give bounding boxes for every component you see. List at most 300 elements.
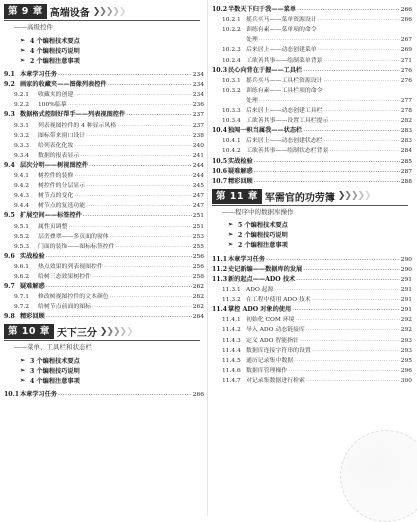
entry-number: 9.3.3 <box>14 142 29 149</box>
highlight-text: 5 个编程技术要点 <box>238 222 288 230</box>
entry-title: 后来居上——动态创建菜单 <box>246 47 317 54</box>
entry-number: 9.7.1 <box>14 294 29 301</box>
entry-number: 9.2.2 <box>14 102 29 109</box>
dot-leader <box>104 264 192 270</box>
toc-entry[interactable] <box>4 179 204 189</box>
toc-entry[interactable] <box>212 293 412 303</box>
entry-number: 10.3.3 <box>222 108 241 115</box>
dot-leader <box>86 133 192 139</box>
toc-entry[interactable] <box>4 88 204 98</box>
entry-number: 10.3.4 <box>222 118 241 125</box>
entry-page: 290 <box>400 256 412 263</box>
toc-entry[interactable] <box>212 64 412 74</box>
dot-leader <box>324 58 400 64</box>
chevrons-icon: ❯❯❯❯❯ <box>92 6 126 17</box>
toc-entry[interactable] <box>212 333 412 343</box>
entry-title: 给列表化化妆 <box>38 142 74 149</box>
chapter-rule <box>212 205 408 206</box>
chapter-highlights <box>4 355 204 385</box>
entry-number: 9.4.2 <box>14 183 29 190</box>
arrow-bullet-icon: ➢ <box>20 376 26 384</box>
entry-number: 9.3.1 <box>14 122 29 129</box>
entry-number: 9.8 <box>4 313 15 321</box>
entry-title: 后来居上——动态创建状态栏 <box>246 138 323 145</box>
toc-entry[interactable] <box>4 199 204 209</box>
entry-number: 9.5 <box>4 212 15 220</box>
entry-number: 10.6 <box>212 167 228 175</box>
entry-number: 9.3.2 <box>14 132 29 139</box>
dot-leader <box>296 277 400 283</box>
entry-number: 9.2.1 <box>14 92 29 99</box>
dot-leader <box>126 112 192 118</box>
entry-title: 实战检验 <box>20 252 45 260</box>
entry-number: 9.3 <box>4 111 15 119</box>
entry-number: 11.4.5 <box>222 357 241 364</box>
entry-title: 对记录集数据进行检索 <box>246 377 305 384</box>
entry-title: 摇兵买马——工具栏资源设计 <box>246 77 323 84</box>
arrow-bullet-icon: ➢ <box>228 231 234 239</box>
entry-title: 民心向背在于握——工具栏 <box>228 66 303 74</box>
watermark-seal <box>340 430 417 522</box>
dot-leader <box>46 314 192 320</box>
highlight-item <box>4 55 204 65</box>
entry-number: 11.3.2 <box>222 297 241 304</box>
highlight-text: 3 个编程技巧说明 <box>30 367 80 375</box>
dot-leader <box>92 304 192 310</box>
entry-title: 疑难解惑 <box>20 283 45 291</box>
entry-page: 269 <box>400 47 412 54</box>
toc-entry[interactable] <box>4 270 204 280</box>
highlight-text: 2 个编程注意事项 <box>238 242 288 250</box>
entry-title: 属性页调整 <box>38 223 68 230</box>
chapter-heading <box>212 189 412 204</box>
entry-title: 掌控 ADO 对象的使用 <box>228 306 292 314</box>
entry-number: 10.2.4 <box>222 57 241 64</box>
dot-leader <box>259 98 400 104</box>
entry-page: 234 <box>192 82 204 89</box>
dot-leader <box>303 68 400 74</box>
highlight-text: 4 个编程技术要点 <box>30 37 80 45</box>
entry-number: 10.3.2 <box>222 87 241 94</box>
entry-page: 277 <box>400 97 412 104</box>
entry-number: 10.3.1 <box>222 77 241 84</box>
toc-entry[interactable] <box>212 253 412 263</box>
chapter-highlights <box>4 35 204 65</box>
entry-number: 10.4.2 <box>222 148 241 155</box>
entry-number: 9.5.3 <box>14 243 29 250</box>
right-column <box>212 0 412 387</box>
entry-number: 9.1 <box>4 71 15 79</box>
toc-entry[interactable] <box>212 104 412 114</box>
entry-page: 253 <box>192 233 204 240</box>
chapter-title: 高端设备 <box>49 8 90 19</box>
entry-title: 精彩回顾 <box>20 313 45 321</box>
dot-leader <box>80 153 192 159</box>
dot-leader <box>46 284 192 290</box>
dot-leader <box>110 294 192 300</box>
entry-number: 10.2 <box>212 6 228 14</box>
chapter-11 <box>212 189 412 384</box>
toc-entry[interactable] <box>4 169 204 179</box>
chapter-rule <box>4 340 200 341</box>
entry-title: 精彩回顾 <box>228 177 253 185</box>
entry-number: 9.6.2 <box>14 273 29 280</box>
entry-title: 通历记录集中数据 <box>246 357 294 364</box>
entry-page: 267 <box>400 37 412 44</box>
chapter-10-continued <box>212 3 412 185</box>
entry-page: 245 <box>192 183 204 190</box>
chapter-heading <box>4 324 204 339</box>
dot-leader <box>58 72 192 78</box>
dot-leader <box>292 307 400 313</box>
entry-number: 9.4.3 <box>14 193 29 200</box>
arrow-bullet-icon: ➢ <box>20 356 26 364</box>
toc-entry[interactable] <box>212 134 412 144</box>
entry-number: 11.4.4 <box>222 347 241 354</box>
entry-number: 10.4.1 <box>222 138 241 145</box>
entry-title: 层峦叠翠——多页面的窗体 <box>38 233 109 240</box>
entry-title: 训练有素——工具栏项的命令 <box>246 87 323 94</box>
toc-entry[interactable] <box>212 344 412 354</box>
toc-entry[interactable] <box>212 354 412 364</box>
toc-entry[interactable] <box>212 53 412 63</box>
toc-entry[interactable] <box>4 129 204 139</box>
entry-page: 238 <box>192 132 204 139</box>
dot-leader <box>68 102 192 108</box>
entry-number: 10.5 <box>212 157 228 165</box>
toc-entry[interactable] <box>4 219 204 229</box>
toc-entry[interactable] <box>212 3 412 13</box>
entry-page: 284 <box>400 148 412 155</box>
entry-number: 10.3 <box>212 66 228 74</box>
toc-entry[interactable] <box>4 280 204 290</box>
entry-page: 276 <box>400 77 412 84</box>
toc-entry[interactable] <box>4 189 204 199</box>
entry-title: 数据库连接字符串的设置 <box>246 347 311 354</box>
dot-leader <box>108 82 192 88</box>
entry-title: 工欲善其事——绘制菜单背景 <box>246 57 323 64</box>
chapter-rule <box>4 20 200 21</box>
entry-number: 11.4.2 <box>222 327 241 334</box>
entry-number: 9.7.2 <box>14 304 29 311</box>
entry-page: 285 <box>400 158 412 165</box>
entry-title: 树控件的装修 <box>38 173 74 180</box>
entry-page: 256 <box>192 263 204 270</box>
toc-entry[interactable] <box>212 23 412 33</box>
chevrons-icon: ❯❯❯❯❯ <box>99 326 133 337</box>
toc-entry[interactable] <box>212 175 412 185</box>
entry-page: 292 <box>400 317 412 324</box>
entry-page: 292 <box>400 327 412 334</box>
entry-page: 237 <box>192 122 204 129</box>
dot-leader <box>74 173 191 179</box>
dot-leader <box>254 179 400 185</box>
entry-page: 247 <box>192 193 204 200</box>
dot-leader <box>324 78 400 84</box>
entry-title: 数据的报表显示 <box>38 152 80 159</box>
entry-page: 282 <box>400 118 412 125</box>
entry-number: 9.4 <box>4 161 15 169</box>
dot-leader <box>74 193 191 199</box>
toc-entry[interactable] <box>4 108 204 118</box>
entry-number: 11.3 <box>212 275 228 283</box>
toc-entry[interactable] <box>212 74 412 84</box>
toc-entry[interactable] <box>4 118 204 128</box>
entry-number: 11.4.6 <box>222 367 241 374</box>
entry-page: 271 <box>400 57 412 64</box>
entry-title: 树控件的分层显示 <box>38 183 86 190</box>
entry-page: 251 <box>192 213 204 220</box>
toc-entry[interactable] <box>212 313 412 323</box>
entry-title: 处理 <box>246 97 258 104</box>
dot-leader <box>324 138 400 144</box>
toc-entry[interactable] <box>212 364 412 374</box>
entry-title: 热点效果的列表视图控件 <box>38 263 103 270</box>
toc-entry[interactable] <box>4 159 204 169</box>
arrow-bullet-icon: ➢ <box>228 241 234 249</box>
highlight-text: 3 个编程技术要点 <box>30 357 80 365</box>
entry-page: 283 <box>400 138 412 145</box>
entry-title: 摇兵买马——菜单资源设计 <box>246 17 317 24</box>
dot-leader <box>306 327 400 333</box>
entry-title: 实战检验 <box>228 157 253 165</box>
entry-number: 11.4 <box>212 306 228 314</box>
dot-leader <box>116 244 192 250</box>
arrow-bullet-icon: ➢ <box>20 56 26 64</box>
entry-title: ADO 起源 <box>246 287 274 294</box>
entry-page: 296 <box>400 367 412 374</box>
toc-entry[interactable] <box>4 240 204 250</box>
entry-title: 收藏夹的创建 <box>38 92 74 99</box>
entry-title: 半数天下归于我——菜单 <box>228 6 297 14</box>
highlight-text: 2 个编程注意事项 <box>30 57 80 65</box>
toc-entry[interactable] <box>212 374 412 384</box>
dot-leader <box>294 358 400 364</box>
entry-title: 扩展空间——标签控件 <box>20 212 82 220</box>
toc-list <box>4 388 204 398</box>
entry-number: 11.2 <box>212 265 228 273</box>
dot-leader <box>329 118 399 124</box>
dot-leader <box>254 169 400 175</box>
entry-page: 295 <box>400 357 412 364</box>
toc-entry[interactable] <box>212 43 412 53</box>
dot-leader <box>296 317 400 323</box>
entry-number: 9.6.1 <box>14 263 29 270</box>
entry-page: 237 <box>192 112 204 119</box>
entry-number: 11.1 <box>212 255 228 263</box>
toc-list <box>4 68 204 320</box>
toc-entry[interactable] <box>212 263 412 273</box>
entry-page: 262 <box>192 284 204 291</box>
dot-leader <box>89 163 192 169</box>
entry-title: 疑难解惑 <box>228 167 253 175</box>
entry-number: 10.4 <box>212 127 228 135</box>
highlight-item <box>4 45 204 55</box>
toc-entry[interactable] <box>212 114 412 124</box>
entry-page: 255 <box>192 243 204 250</box>
chapter-badge: 第 10 章 <box>4 324 54 339</box>
dot-leader <box>83 213 192 219</box>
entry-title: 独闯一帜当属我——状态栏 <box>228 127 303 135</box>
dot-leader <box>86 203 192 209</box>
entry-page: 278 <box>400 108 412 115</box>
column-divider <box>207 0 208 516</box>
toc-entry[interactable] <box>212 144 412 154</box>
toc-entry[interactable] <box>212 165 412 175</box>
toc-entry[interactable] <box>212 273 412 283</box>
entry-number: 10.1 <box>4 391 20 399</box>
toc-entry[interactable] <box>212 94 412 104</box>
toc-entry[interactable] <box>212 124 412 134</box>
toc-entry[interactable] <box>4 230 204 240</box>
entry-title: 层次分明——树视图控件 <box>20 161 89 169</box>
entry-number: 9.6 <box>4 252 15 260</box>
toc-entry[interactable] <box>4 388 204 398</box>
entry-title: 树节点的变化 <box>38 193 74 200</box>
entry-page: 244 <box>192 173 204 180</box>
entry-title: 工欲善其事——设置工具栏提示 <box>246 118 329 125</box>
toc-list <box>212 253 412 384</box>
chapter-block <box>212 189 412 384</box>
entry-number: 9.2 <box>4 81 15 89</box>
toc-entry[interactable] <box>4 68 204 78</box>
entry-page: 291 <box>400 276 412 283</box>
dot-leader <box>306 378 400 384</box>
toc-entry[interactable] <box>4 260 204 270</box>
entry-number: 10.7 <box>212 177 228 185</box>
entry-title: 新的起点——ADO 技术 <box>228 275 296 283</box>
dot-leader <box>297 7 400 13</box>
highlight-item <box>4 355 204 365</box>
entry-title: 门面的装饰——图标标签控件 <box>38 243 115 250</box>
entry-number: 10.2.1 <box>222 17 241 24</box>
toc-entry[interactable] <box>212 323 412 333</box>
arrow-bullet-icon: ➢ <box>20 366 26 374</box>
entry-title: 修改树视图控件的文本颜色 <box>38 294 109 301</box>
entry-page: 291 <box>400 287 412 294</box>
highlight-text: 4 个编程技巧说明 <box>30 47 80 55</box>
entry-number: 9.5.2 <box>14 233 29 240</box>
entry-page: 300 <box>400 377 412 384</box>
entry-number: 10.2.3 <box>222 47 241 54</box>
entry-page: 293 <box>400 347 412 354</box>
dot-leader <box>329 148 399 154</box>
entry-title: 史记新编——数据库的发展 <box>228 265 303 273</box>
toc-entry[interactable] <box>212 303 412 313</box>
dot-leader <box>259 37 400 43</box>
entry-number: 11.4.1 <box>222 317 241 324</box>
entry-title: 100%临摹 <box>38 102 67 109</box>
toc-entry[interactable] <box>4 149 204 159</box>
toc-entry[interactable] <box>4 300 204 310</box>
dot-leader <box>92 274 192 280</box>
entry-title: 在工程中使用 ADO 技术 <box>246 297 311 304</box>
dot-leader <box>254 159 400 165</box>
dot-leader <box>74 92 191 98</box>
entry-title: 工欲善其事——绘制状态栏背景 <box>246 148 329 155</box>
chapter-title: 天下三分 <box>56 328 97 340</box>
entry-number: 9.4.4 <box>14 203 29 210</box>
entry-page: 266 <box>400 7 412 14</box>
chapter-block <box>4 324 204 398</box>
entry-page: 244 <box>192 162 204 169</box>
toc-entry[interactable] <box>212 33 412 43</box>
dot-leader <box>86 183 192 189</box>
dot-leader <box>303 267 400 273</box>
entry-title: 导入 ADO 动态链接库 <box>246 327 305 334</box>
chapter-heading <box>4 4 204 19</box>
toc-entry[interactable] <box>4 250 204 260</box>
entry-page: 262 <box>192 294 204 301</box>
toc-entry[interactable] <box>212 13 412 23</box>
dot-leader <box>74 143 191 149</box>
entry-number: 9.4.1 <box>14 173 29 180</box>
entry-page: 262 <box>192 304 204 311</box>
entry-page: 247 <box>192 203 204 210</box>
toc-entry[interactable] <box>212 84 412 94</box>
chapter-highlights <box>212 220 412 250</box>
toc-entry[interactable] <box>4 290 204 300</box>
toc-entry[interactable] <box>212 154 412 164</box>
dot-leader <box>312 297 400 303</box>
entry-title: 后来居上——动态创建工具栏 <box>246 108 323 115</box>
toc-entry[interactable] <box>4 209 204 219</box>
chapter-subtitle: ——高级控件 <box>14 23 53 31</box>
entry-page: 264 <box>192 314 204 321</box>
chapter-subtitle: ——程序中的数据库操作 <box>222 207 294 216</box>
toc-entry[interactable] <box>4 98 204 108</box>
left-column <box>4 0 204 401</box>
entry-title: 数据库管理操作 <box>246 367 288 374</box>
chapter-badge: 第 9 章 <box>4 4 47 19</box>
dot-leader <box>46 254 192 260</box>
entry-page: 236 <box>192 102 204 109</box>
dot-leader <box>68 224 191 230</box>
entry-title: 列表视图控件的 4 种显示风格 <box>38 122 117 129</box>
highlight-item <box>212 230 412 240</box>
dot-leader <box>318 17 400 23</box>
entry-title: 给树三态效果树控件 <box>38 273 92 280</box>
chapter-subtitle: ——菜单、工具栏和状态栏 <box>14 343 92 352</box>
entry-page: 240 <box>192 142 204 149</box>
entry-page: 291 <box>400 297 412 304</box>
entry-page: 290 <box>400 266 412 273</box>
entry-title: 给树节点前面的图标 <box>38 304 92 311</box>
entry-page: 288 <box>400 178 412 185</box>
dot-leader <box>303 128 400 134</box>
entry-page: 256 <box>192 253 204 260</box>
dot-leader <box>324 108 400 114</box>
entry-title: 画家的收藏夹——图像列表控件 <box>20 81 107 89</box>
entry-number: 11.4.3 <box>222 337 241 344</box>
highlight-item <box>4 35 204 45</box>
toc-entry[interactable] <box>4 139 204 149</box>
toc-entry[interactable] <box>4 310 204 320</box>
entry-page: 266 <box>400 17 412 24</box>
toc-entry[interactable] <box>212 283 412 293</box>
dot-leader <box>266 257 400 263</box>
entry-number: 11.3.1 <box>222 287 241 294</box>
highlight-item <box>4 365 204 375</box>
chapter-title: 军需官的功劳簿 <box>264 192 335 204</box>
entry-number: 9.7 <box>4 283 15 291</box>
entry-title: 本章学习任务 <box>228 255 266 263</box>
highlight-item <box>212 240 412 250</box>
entry-page: 266 <box>192 392 204 399</box>
entry-title: 处理 <box>246 37 258 44</box>
entry-page: 234 <box>192 92 204 99</box>
toc-entry[interactable] <box>4 78 204 88</box>
